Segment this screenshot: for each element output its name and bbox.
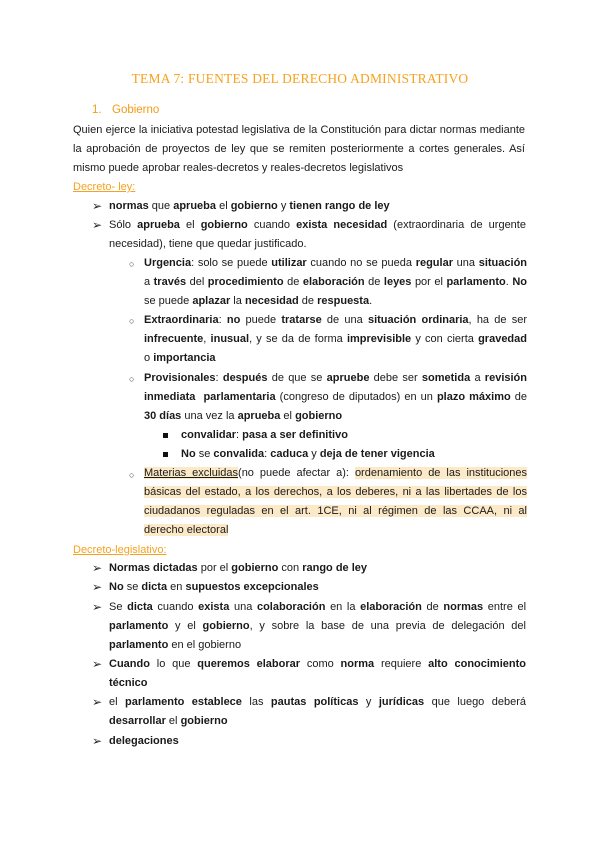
- decreto-ley-heading: Decreto- ley:: [73, 181, 136, 193]
- list-item: Sólo aprueba el gobierno cuando exista necesidad (extraordinaria de urgente necesidad), tiene que quedar justificado.: [109, 219, 526, 250]
- section-heading: [92, 101, 159, 120]
- arrow-bullet-icon: ➢: [92, 600, 103, 614]
- square-bullet-icon: [163, 452, 168, 457]
- section-number: 1.: [92, 104, 102, 116]
- list-item: Cuando lo que queremos elaborar como norma requiere alto conocimiento técnico: [109, 658, 526, 689]
- intro-line: la aprobación de proyectos de ley que se remiten posteriormente a cortes generales. Así: [73, 143, 525, 155]
- arrow-bullet-icon: ➢: [92, 734, 103, 748]
- arrow-bullet-icon: ➢: [92, 695, 103, 709]
- circle-bullet-icon: ○: [129, 316, 135, 326]
- circle-bullet-icon: ○: [129, 470, 135, 480]
- arrow-bullet-icon: ➢: [92, 199, 103, 213]
- decreto-legislativo-heading: Decreto-legislativo:: [73, 544, 167, 556]
- list-item: No se convalida: caduca y deja de tener vigencia: [181, 448, 435, 460]
- list-item: Urgencia: solo se puede utilizar cuando no se pueda regular una situación a través del procedimiento de elaboración de leyes por el parlamento. No se puede aplazar la necesidad de respuesta.: [144, 257, 528, 307]
- list-item: No se dicta en supuestos excepcionales: [109, 581, 319, 593]
- intro-line: mismo puede aprobar reales-decretos y reales-decretos legislativos: [73, 162, 404, 174]
- list-item: Se dicta cuando exista una colaboración en la elaboración de normas entre el parlamento y el gobierno, y sobre la base de una previa de delegación del parlamento en el gobierno: [109, 601, 527, 651]
- intro-paragraph: [73, 121, 525, 178]
- square-bullet-icon: [163, 433, 168, 438]
- list-item: Extraordinaria: no puede tratarse de una situación ordinaria, ha de ser infrecuente, inusual, y se da de forma imprevisible y con cierta gravedad o importancia: [144, 314, 528, 364]
- intro-line: Quien ejerce la iniciativa potestad legislativa de la Constitución para dictar normas mediante: [73, 124, 525, 136]
- arrow-bullet-icon: ➢: [92, 580, 103, 594]
- arrow-bullet-icon: ➢: [92, 218, 103, 232]
- arrow-bullet-icon: ➢: [92, 657, 103, 671]
- list-item: delegaciones: [109, 735, 179, 747]
- circle-bullet-icon: ○: [129, 259, 135, 269]
- list-item: Materias excluidas(no puede afectar a): ordenamiento de las instituciones básicas del estado, a los derechos, a los deberes, ni a las libertades de los ciudadanos reguladas en el art. 1CE, ni al régimen de las CCAA, ni al derecho electoral: [144, 467, 527, 536]
- list-item: convalidar: pasa a ser definitivo: [181, 429, 348, 441]
- circle-bullet-icon: ○: [129, 374, 135, 384]
- list-item: el parlamento establece las pautas políticas y jurídicas que luego deberá desarrollar el gobierno: [109, 696, 527, 727]
- list-item: normas que aprueba el gobierno y tienen rango de ley: [109, 200, 390, 212]
- page-title: TEMA 7: FUENTES DEL DERECHO ADMINISTRATIVO: [131, 71, 469, 86]
- section-label: Gobierno: [112, 104, 160, 116]
- arrow-bullet-icon: ➢: [92, 561, 103, 575]
- list-item: Provisionales: después de que se apruebe debe ser sometida a revisión inmediata parlamentaria (congreso de diputados) en un plazo máximo de 30 días una vez la aprueba el gobierno: [144, 372, 527, 422]
- list-item: Normas dictadas por el gobierno con rango de ley: [109, 562, 368, 574]
